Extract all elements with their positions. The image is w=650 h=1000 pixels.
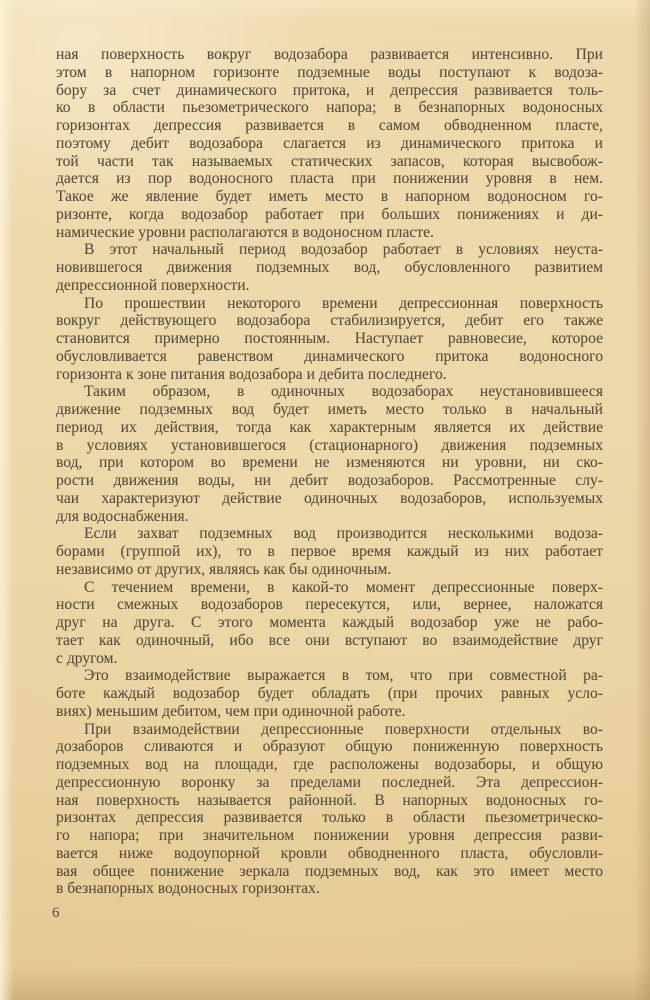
text-line: горизонта к зоне питания водозабора и дебита последнего.	[56, 365, 447, 383]
text-line: борами (группой их), то в первое время каждый из них работает	[56, 543, 603, 560]
text-line: ко в области пьезометрического напора; в безнапорных водоносных	[56, 99, 603, 117]
text-line: ная поверхность называется районной. В напорных водоносных го-	[56, 791, 603, 809]
text-line: чаи характеризуют действие одиночных водозаборов, используемых	[56, 489, 603, 507]
paragraph	[56, 667, 603, 720]
text-line: дозаборов сливаются и образуют общую пониженную поверхность	[56, 738, 603, 756]
text-line: бору за счет динамического притока, и депрессия развивается толь-	[56, 81, 603, 99]
text-line: вокруг действующего водозабора стабилизируется, дебит его также	[56, 312, 603, 330]
text-line: тает как одиночный, ибо все они вступают во взаимодействие друг	[56, 631, 603, 649]
text-line: Таким образом, в одиночных водозаборах неустановившееся	[84, 383, 603, 401]
text-line: ная поверхность вокруг водозабора развивается интенсивно. При	[56, 46, 603, 63]
text-line: Такое же явление будет иметь место в напорном водоносном го-	[56, 188, 603, 205]
text-line: намические уровни располагаются в водоносном пласте.	[56, 223, 434, 241]
text-line: виях) меньшим дебитом, чем при одиночной работе.	[56, 702, 406, 720]
paragraph	[56, 295, 603, 384]
text-line: ризонтах депрессия развивается только в области пьезометрическо-	[56, 809, 603, 827]
text-line: дается из пор водоносного пласта при понижении уровня в нем.	[56, 170, 603, 188]
text-line: с другом.	[56, 649, 118, 667]
text-line: период их действия, тогда как характерным является их действие	[56, 418, 603, 436]
text-line: При взаимодействии депрессионные поверхности отдельных во-	[84, 720, 603, 738]
text-line: становится примерно постоянным. Наступает равновесие, которое	[56, 330, 603, 347]
paragraph	[56, 525, 603, 578]
text-line: вод, при котором во времени не изменяются ни уровни, ни ско-	[56, 454, 603, 472]
text-line: обусловливается равенством динамического притока водоносного	[56, 347, 603, 365]
page-text	[56, 46, 603, 898]
text-line: С течением времени, в какой-то момент депрессионные поверх-	[84, 578, 603, 596]
text-line: этом в напорном горизонте подземные воды поступают к водоза-	[56, 63, 603, 81]
text-line: движение подземных вод будет иметь место только в начальный	[56, 401, 603, 418]
text-line: новившегося движения подземных вод, обусловленного развитием	[56, 259, 603, 276]
text-line: Если захват подземных вод производится несколькими водоза-	[84, 525, 603, 543]
text-line: поэтому дебит водозабора слагается из динамического притока и	[56, 134, 603, 152]
text-line: рости движения воды, ни дебит водозаборов. Рассмотренные слу-	[56, 472, 603, 489]
text-line: горизонтах депрессия развивается в самом обводненном пласте,	[56, 117, 603, 134]
text-line: друг на друга. С этого момента каждый водозабор уже не рабо-	[56, 614, 603, 631]
text-line: В этот начальный период водозабор работает в условиях неуста-	[84, 241, 603, 259]
text-line: депрессионной поверхности.	[56, 276, 250, 294]
text-line: вая общее понижение зеркала подземных вод, как это имеет место	[56, 862, 603, 880]
text-line: депрессионную воронку за пределами последней. Эта депрессион-	[56, 773, 603, 791]
paragraph	[56, 579, 603, 668]
text-line: для водоснабжения.	[56, 507, 189, 525]
text-line: независимо от других, являясь как бы одиночным.	[56, 560, 392, 578]
paragraph	[56, 721, 603, 899]
text-line: вается ниже водоупорной кровли обводненного пласта, обусловли-	[56, 844, 603, 862]
text-line: в безнапорных водоносных горизонтах.	[56, 880, 320, 898]
text-line: боте каждый водозабор будет обладать (при прочих равных усло-	[56, 685, 603, 702]
paragraph	[56, 383, 603, 525]
text-line: в условиях установившегося (стационарного) движения подземных	[56, 436, 603, 454]
text-line: той части так называемых статических запасов, которая высвобож-	[56, 152, 603, 170]
text-line: подземных вод на площади, где расположены водозаборы, и общую	[56, 756, 603, 773]
paragraph	[56, 241, 603, 294]
text-line: ности смежных водозаборов пересекутся, или, вернее, наложатся	[56, 596, 603, 614]
paragraph	[56, 46, 603, 241]
page-number: 6	[52, 905, 60, 921]
text-line: го напора; при значительном понижении уровня депрессия разви-	[56, 827, 603, 844]
text-line: Это взаимодействие выражается в том, что при совместной ра-	[84, 667, 603, 685]
text-line: ризонте, когда водозабор работает при больших понижениях и ди-	[56, 205, 603, 223]
text-line: По прошествии некоторого времени депрессионная поверхность	[84, 294, 603, 312]
